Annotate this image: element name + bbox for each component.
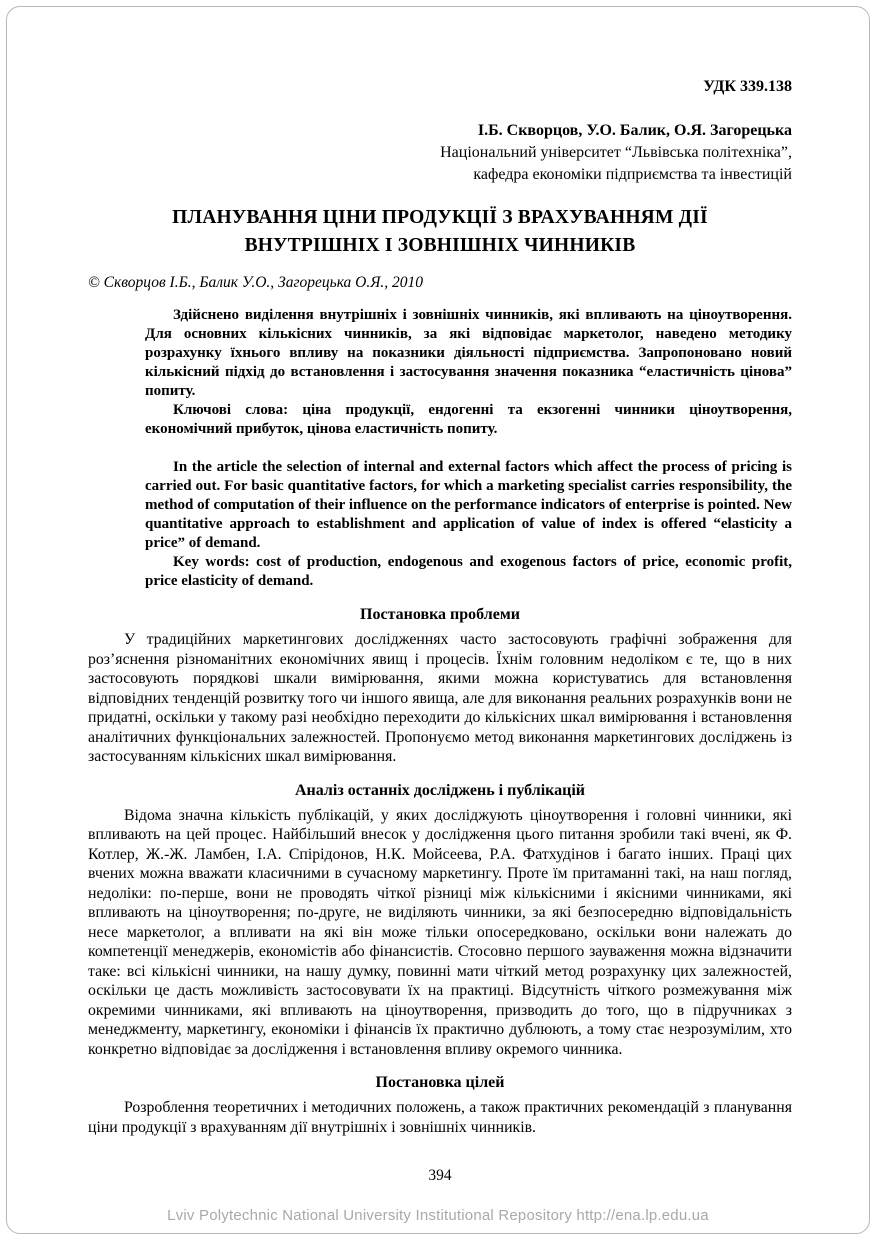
section-paragraph-goals: Розроблення теоретичних і методичних положень, а також практичних рекомендацій з планування ціни продукції з врахуванням дії внутрішніх і зовнішніх чинників. [88, 1099, 792, 1136]
affiliation-line-2: кафедра економіки підприємства та інвестицій [473, 166, 792, 183]
affiliation-line-1: Національний університет “Львівська політехніка”, [440, 144, 792, 161]
section-heading-problem-statement: Постановка проблеми [360, 606, 520, 623]
section-paragraph-problem-statement: У традиційних маркетингових дослідженнях часто застосовують графічні зображення для роз’яснення різноманітних економічних явищ і процесів. Їхнім головним недоліком є те, що в них застосовують порядкові шкали вимірювання, якими можна користуватись для встановлення відповідних тенденцій розвитку того чи іншого явища, але для виконання реальних розрахунків вони не придатні, оскільки у такому разі необхідно переходити до кількісних шкал вимірювання і встановлення аналітичних функціональних залежностей. Пропонуємо метод виконання маркетингових досліджень із застосуванням кількісних шкал вимірювання. [88, 631, 792, 765]
keywords-english: Key words: cost of production, endogenous and exogenous factors of price, economic profit, price elasticity of demand. [145, 554, 792, 589]
udc-code: УДК 339.138 [703, 78, 792, 95]
paper-title-line-1: ПЛАНУВАННЯ ЦІНИ ПРОДУКЦІЇ З ВРАХУВАННЯМ ДІЇ [172, 207, 708, 228]
section-heading-recent-research: Аналіз останніх досліджень і публікацій [294, 781, 586, 799]
keywords-ukrainian: Ключові слова: ціна продукції, ендогенні та екзогенні чинники ціноутворення, економічний прибуток, цінова еластичність попиту. [145, 402, 792, 437]
section-paragraph-recent-research: Відома значна кількість публікацій, у яких досліджують ціноутворення і головні чинники, які впливають на цей процес. Найбільший внесок у дослідження цього питання зробили такі вчені, як Ф. Котлер, Ж.-Ж. Ламбен, І.А. Спірідонов, Н.К. Мойсеева, Р.А. Фатхудінов і багато інших. Праці цих вчених можна вважати класичними в сучасному маркетингу. Проте їм притаманні такі, на наш погляд, недоліки: по-перше, вони не проводять чіткої різниці між кількісними і якісними чинниками, які впливають на ціноутворення; по-друге, не виділяють чинники, за які безпосередню відповідальність несе маркетолог, а впливати на які він може тільки опосередковано, оскільки вони належать до компетенції менеджерів, економістів або фінансистів. Стосовно першого зауваження можна відзначити таке: всі кількісні чинники, на нашу думку, повинні мати чіткий метод розрахунку цих залежностей, оскільки це дасть можливість застосовувати їх на практиці. Відсутність чіткого розмежування між окремими чинниками, які впливають на ціноутворення, призводить до того, що в підручниках з менеджменту, маркетингу, економіки і фінансів їх практично дублюють, а тому стає незрозумілим, хто конкретно відповідає за дослідження і встановлення впливу окремого чинника. [88, 806, 792, 1058]
section-heading-goals: Постановка цілей [375, 1074, 505, 1091]
authors-line: І.Б. Скворцов, У.О. Балик, О.Я. Загорецька [477, 122, 792, 139]
copyright-line: © Скворцов І.Б., Балик У.О., Загорецька О.Я., 2010 [88, 274, 424, 291]
page-number: 394 [428, 1167, 452, 1184]
abstract-ukrainian: Здійснено виділення внутрішніх і зовнішніх чинників, які впливають на ціноутворення. Для основних кількісних чинників, за які відповідає маркетолог, наведено методику розрахунку їхнього впливу на показники діяльності підприємства. Запропоновано новий кількісний підхід до встановлення і застосування значення показника “еластичність цінова” попиту. [145, 307, 792, 399]
paper-title [88, 204, 792, 260]
paper-title-line-2: ВНУТРІШНІХ І ЗОВНІШНІХ ЧИННИКІВ [244, 235, 636, 256]
repository-watermark: Lviv Polytechnic National University Institutional Repository http://ena.lp.edu.ua [167, 1207, 709, 1224]
abstract-english: In the article the selection of internal and external factors which affect the process of pricing is carried out. For basic quantitative factors, for which a marketing specialist carries responsibility, the method of computation of their influence on the performance indicators of enterprise is pointed. New quantitative approach to establishment and application of value of index is offered “elasticity a price” of demand. [145, 459, 792, 551]
